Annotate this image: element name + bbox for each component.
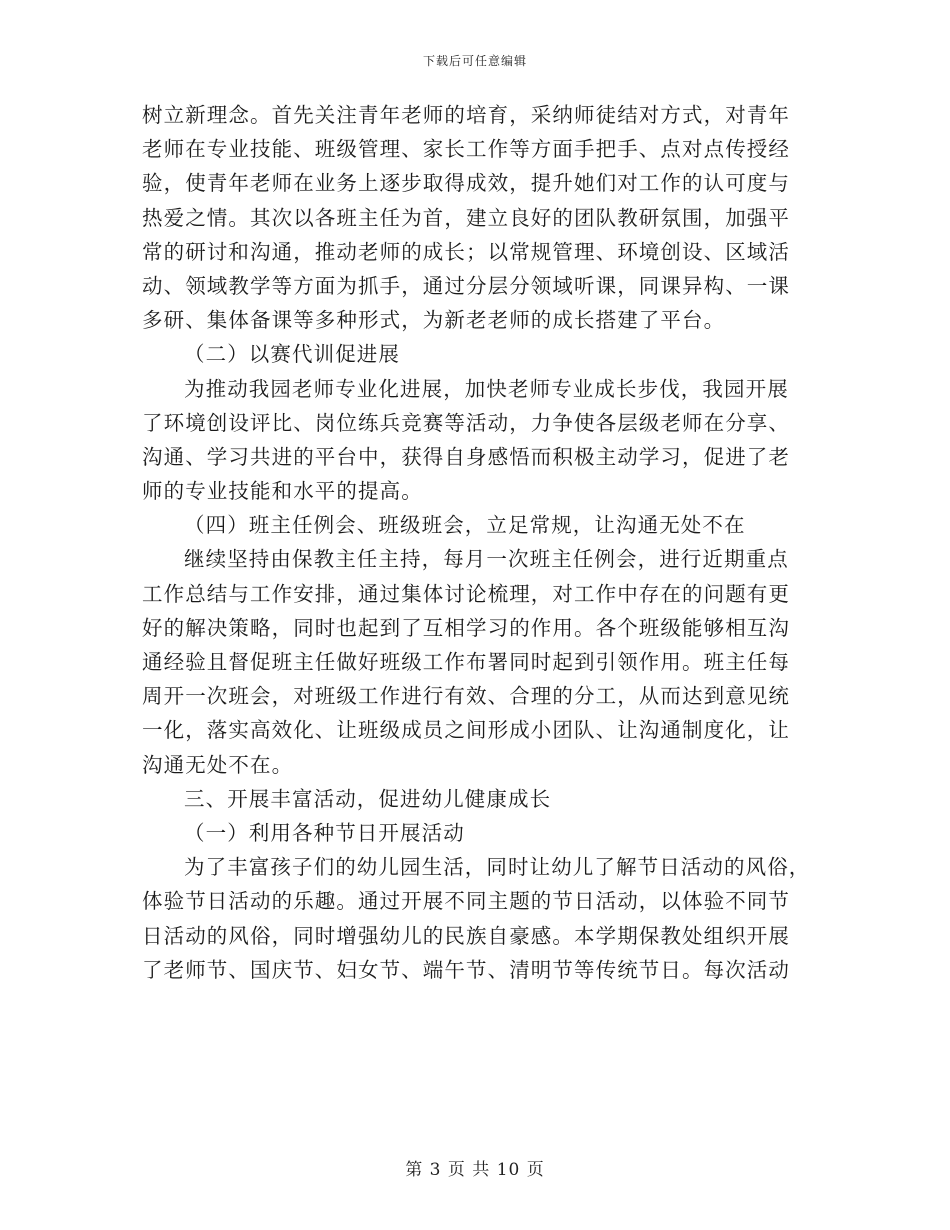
text-line: 体验节日活动的乐趣。通过开展不同主题的节日活动，以体验不同节 (142, 889, 790, 914)
text-line: 验，使青年老师在业务上逐步取得成效，提升她们对工作的认可度与 (142, 171, 790, 196)
text-line: 了环境创设评比、岗位练兵竞赛等活动，力争使各层级老师在分享、 (142, 410, 790, 435)
text-line: 老师在专业技能、班级管理、家长工作等方面手把手、点对点传授经 (142, 137, 790, 162)
text-line: 多研、集体备课等多种形式，为新老老师的成长搭建了平台。 (142, 308, 726, 333)
text-line: 继续坚持由保教主任主持，每月一次班主任例会，进行近期重点 (184, 547, 789, 572)
text-line: （二）以赛代训促进展 (184, 342, 400, 367)
text-line: 为了丰富孩子们的幼儿园生活，同时让幼儿了解节日活动的风俗， (184, 855, 811, 880)
text-line: 一化，落实高效化、让班级成员之间形成小团队、让沟通制度化，让 (142, 718, 790, 743)
text-line: 三、开展丰富活动，促进幼儿健康成长 (184, 786, 552, 811)
document-body (142, 98, 811, 987)
text-line: （一）利用各种节日开展活动 (184, 820, 465, 845)
text-line: 好的解决策略，同时也起到了互相学习的作用。各个班级能够相互沟 (142, 615, 790, 640)
text-line: 师的专业技能和水平的提高。 (142, 479, 423, 504)
text-line: 通经验且督促班主任做好班级工作布署同时起到引领作用。班主任每 (142, 650, 790, 674)
text-line: 日活动的风俗，同时增强幼儿的民族自豪感。本学期保教处组织开展 (142, 923, 790, 948)
text-line: 工作总结与工作安排，通过集体讨论梳理，对工作中存在的问题有更 (142, 581, 790, 606)
text-line: 了老师节、国庆节、妇女节、端午节、清明节等传统节日。每次活动 (142, 957, 790, 982)
text-line: 周开一次班会，对班级工作进行有效、合理的分工，从而达到意见统 (142, 684, 790, 709)
text-line: 沟通、学习共进的平台中，获得自身感悟而积极主动学习，促进了老 (142, 444, 790, 469)
text-line: 动、领域教学等方面为抓手，通过分层分领域听课，同课异构、一课 (142, 273, 790, 298)
text-line: 沟通无处不在。 (142, 752, 294, 777)
text-line: 常的研讨和沟通，推动老师的成长；以常规管理、环境创设、区域活 (142, 239, 790, 264)
text-line: 为推动我园老师专业化进展，加快老师专业成长步伐，我园开展 (184, 376, 789, 401)
page-number-footer: 第 3 页 共 10 页 (405, 1160, 545, 1180)
text-line: 树立新理念。首先关注青年老师的培育，采纳师徒结对方式，对青年 (142, 103, 790, 127)
text-line: 热爱之情。其次以各班主任为首，建立良好的团队教研氛围，加强平 (142, 205, 790, 230)
text-line: （四）班主任例会、班级班会，立足常规，让沟通无处不在 (184, 513, 746, 538)
page-header: 下载后可任意编辑 (422, 54, 527, 68)
